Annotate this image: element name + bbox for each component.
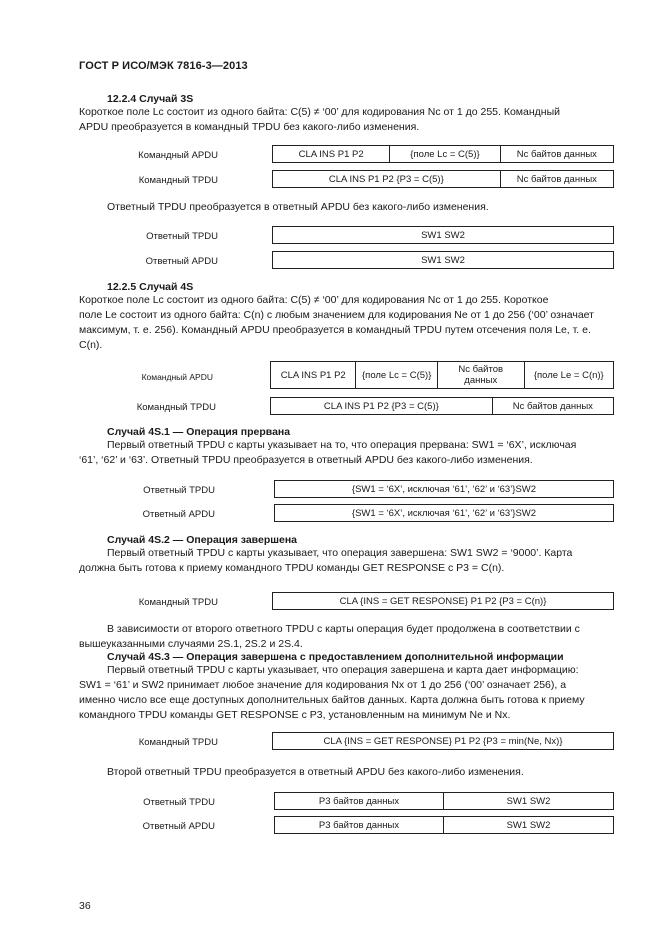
row-label: Ответный APDU <box>145 256 218 267</box>
apdu-response-box <box>274 816 614 834</box>
row-label: Ответный TPDU <box>146 231 218 242</box>
tpdu-response-box <box>274 792 614 810</box>
apdu-response-box <box>272 251 614 269</box>
apdu-response-box <box>274 504 614 522</box>
apdu-command-box <box>270 361 614 389</box>
section-heading-3s: 12.2.4 Случай 3S <box>107 93 194 105</box>
row-label: Командный TPDU <box>138 175 218 186</box>
row-label: Командный TPDU <box>138 597 218 608</box>
command-cell: CLA {INS = GET RESPONSE} P1 P2 {P3 = min(Ne, Nx)} <box>323 735 563 747</box>
data-cell: P3 байтов данных <box>275 817 444 833</box>
header-cell: CLA INS P1 P2 {P3 = C(5)} <box>271 398 493 414</box>
paragraph-line: командного TPDU команды GET RESPONSE с P3, установленным на минимум Ne и Nx. <box>79 709 511 721</box>
data-cell: P3 байтов данных <box>275 793 444 809</box>
header-cell: CLA INS P1 P2 {P3 = C(5)} <box>273 171 501 187</box>
row-label: Командный APDU <box>138 150 218 161</box>
row-label: Командный TPDU <box>138 737 218 748</box>
document-header: ГОСТ Р ИСО/МЭК 7816-3—2013 <box>79 60 248 72</box>
paragraph-3s-line1: Короткое поле Lc состоит из одного байта: C(5) ≠ ‘00’ для кодирования Nc от 1 до 255. Командный <box>79 106 560 118</box>
le-cell: {поле Le = C(n)} <box>533 369 604 381</box>
section-heading-4s3: Случай 4S.3 — Операция завершена с предоставлением дополнительной информации <box>107 651 564 663</box>
paragraph-line: вышеуказанными случаями 2S.1, 2S.2 и 2S.4. <box>79 638 303 650</box>
paragraph-line: максимум, т. е. 256). Командный APDU преобразуется в командный TPDU путем отсечения поля Le, т. е. <box>79 324 591 336</box>
lc-cell: {поле Lc = C(5)} <box>356 362 437 388</box>
tpdu-command-box <box>270 397 614 415</box>
tpdu-command-box <box>272 170 614 188</box>
paragraph: Второй ответный TPDU преобразуется в ответный APDU без какого-либо изменения. <box>107 766 524 778</box>
data-cell: Nc байтов данных <box>516 173 597 185</box>
row-label: Командный APDU <box>141 372 213 382</box>
paragraph-line: поле Le состоит из одного байта: C(n) с любым значением для кодирования Ne от 1 до 256 (‘00’ означает <box>79 309 594 321</box>
row-label: Командный TPDU <box>136 402 216 413</box>
header-cell: CLA INS P1 P2 <box>271 362 356 388</box>
paragraph-line: C(n). <box>79 339 103 351</box>
command-cell: CLA {INS = GET RESPONSE} P1 P2 {P3 = C(n)} <box>339 595 547 607</box>
section-heading-4s: 12.2.5 Случай 4S <box>107 281 194 293</box>
data-cell: Nc байтов данных <box>512 400 593 412</box>
paragraph-line: Короткое поле Lc состоит из одного байта: C(5) ≠ ‘00’ для кодирования Nc от 1 до 255. Короткое <box>79 294 549 306</box>
sw-cell: SW1 SW2 <box>506 819 551 831</box>
sw-cell: SW1 SW2 <box>421 229 465 241</box>
page-number: 36 <box>79 900 91 912</box>
row-label: Ответный TPDU <box>143 485 215 496</box>
data-cell: Nc байтов данных <box>516 148 597 160</box>
sw-cell: SW1 SW2 <box>421 254 465 266</box>
paragraph-3s-line2: APDU преобразуется в командный TPDU без какого-либо изменения. <box>79 121 420 133</box>
row-label: Ответный APDU <box>142 509 215 520</box>
section-heading-4s1: Случай 4S.1 — Операция прервана <box>107 426 291 438</box>
data-cell: Nc байтов данных <box>438 362 525 388</box>
paragraph: Ответный TPDU преобразуется в ответный APDU без какого-либо изменения. <box>107 201 489 213</box>
paragraph-line: Первый ответный TPDU с карты указывает на то, что операция прервана: SW1 = ‘6X’, исключая <box>107 439 577 451</box>
tpdu-command-box <box>272 732 614 750</box>
row-label: Ответный TPDU <box>143 797 215 808</box>
tpdu-response-box <box>274 480 614 498</box>
header-cell: CLA INS P1 P2 <box>273 146 390 162</box>
section-heading-4s2: Случай 4S.2 — Операция завершена <box>107 534 298 546</box>
sw-cell: SW1 SW2 <box>506 795 551 807</box>
paragraph-line: именно число все еще доступных дополнительных байтов данных. Карта должна быть готова к приему <box>79 694 585 706</box>
tpdu-response-box <box>272 226 614 244</box>
paragraph-line: Первый ответный TPDU с карты указывает, что операция завершена: SW1 SW2 = ‘9000’. Карта <box>107 547 573 559</box>
paragraph-line: должна быть готова к приему командного TPDU команды GET RESPONSE с P3 = C(n). <box>79 562 505 574</box>
sw-cell: {SW1 = ‘6X’, исключая ‘61’, ‘62’ и ‘63’}SW2 <box>351 507 537 519</box>
paragraph-line: Первый ответный TPDU с карты указывает, что операция завершена и карта дает информацию: <box>107 664 579 676</box>
paragraph-line: ‘61’, ‘62’ и ‘63’. Ответный TPDU преобразуется в ответный APDU без какого-либо изменения. <box>79 454 533 466</box>
paragraph-line: В зависимости от второго ответного TPDU с карты операция будет продолжена в соответствии с <box>107 623 580 635</box>
tpdu-command-box <box>272 592 614 610</box>
apdu-command-box <box>272 145 614 163</box>
paragraph-line: SW1 = ‘61’ и SW2 принимает любое значение для кодирования Nx от 1 до 256 (‘00’ означает 256), а <box>79 679 567 691</box>
lc-cell: {поле Lc = C(5)} <box>390 146 500 162</box>
sw-cell: {SW1 = ‘6X’, исключая ‘61’, ‘62’ и ‘63’}SW2 <box>351 483 537 495</box>
row-label: Ответный APDU <box>142 821 215 832</box>
